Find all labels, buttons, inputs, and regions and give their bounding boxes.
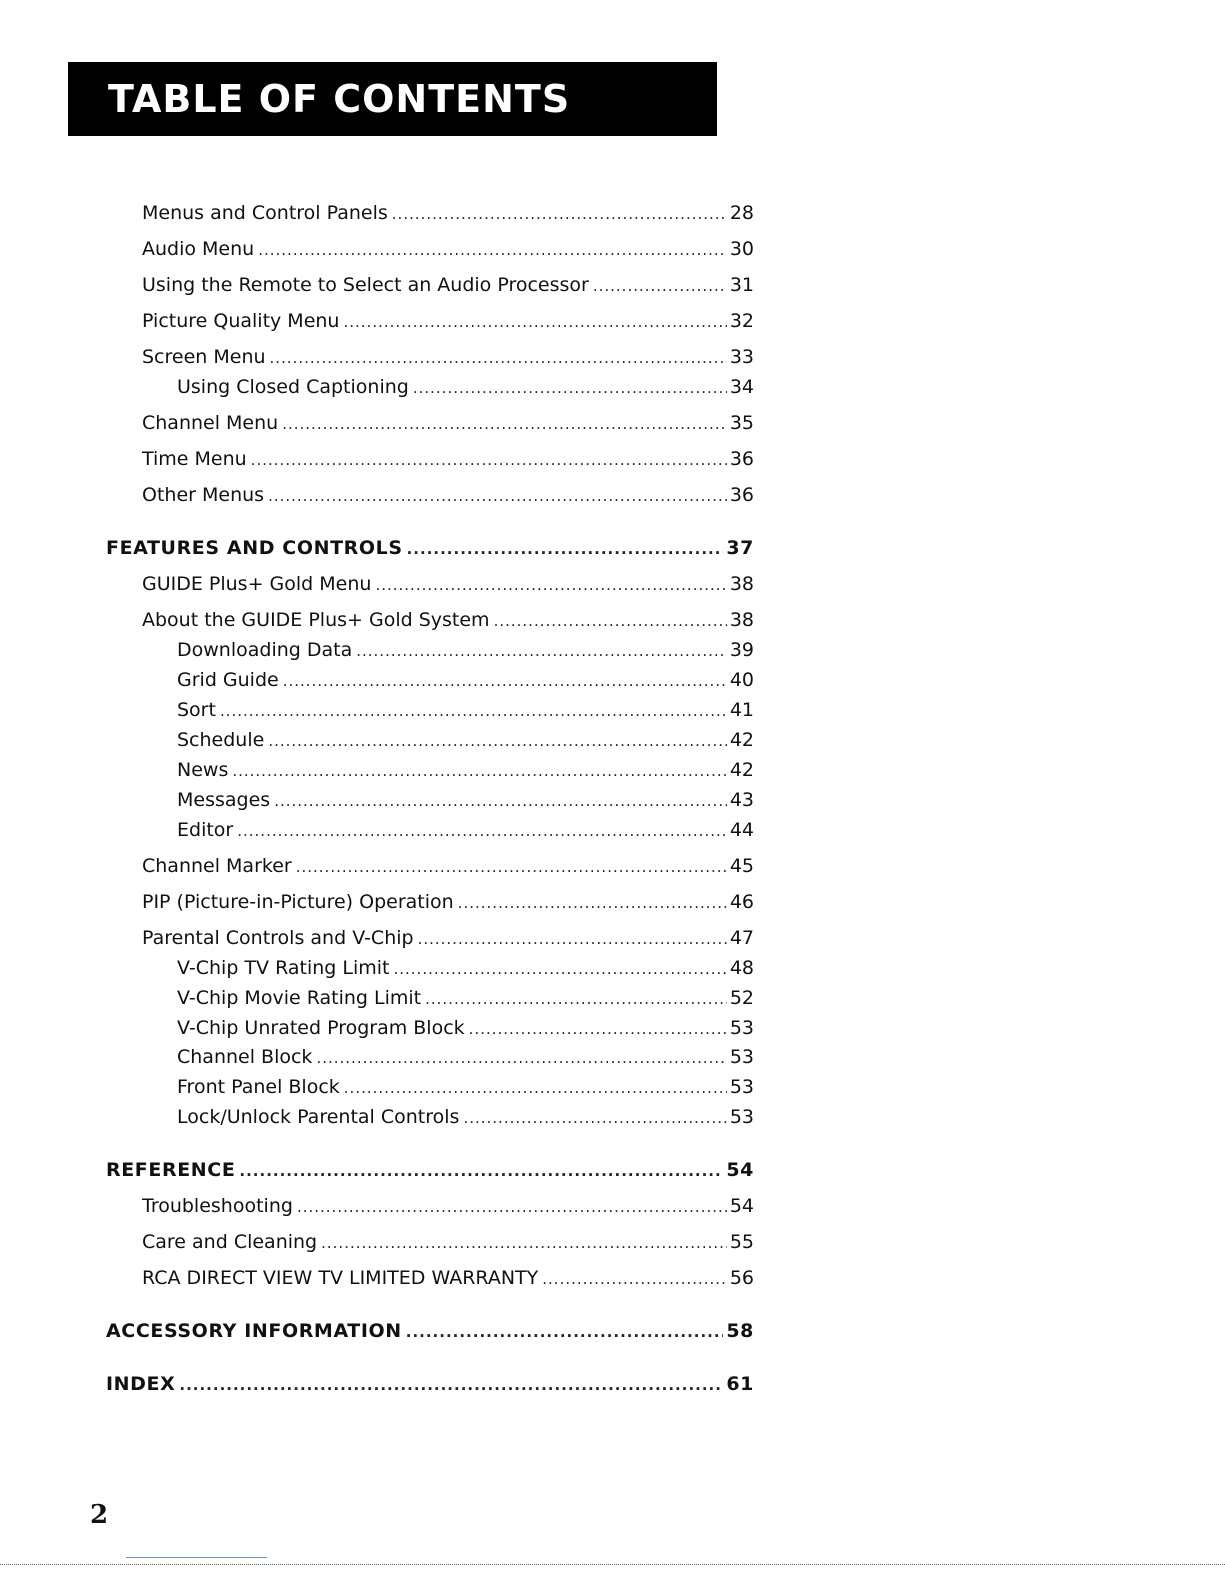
toc-entry[interactable] xyxy=(142,926,754,951)
toc-entry-label: Screen Menu xyxy=(142,346,266,368)
dot-leader xyxy=(220,699,727,723)
toc-subentry[interactable] xyxy=(177,375,754,400)
dot-leader xyxy=(237,819,727,843)
toc-entry-page: 55 xyxy=(729,1231,754,1253)
toc-entry-page: 46 xyxy=(729,891,754,913)
toc-entry-page: 47 xyxy=(729,927,754,949)
toc-entry-label: Picture Quality Menu xyxy=(142,310,340,332)
toc-subentry[interactable] xyxy=(177,986,754,1011)
toc-entry-page: 53 xyxy=(729,1046,754,1068)
toc-entry-page: 54 xyxy=(729,1195,754,1217)
toc-entry-page: 36 xyxy=(729,484,754,506)
toc-entry-page: 39 xyxy=(729,639,754,661)
toc-entry-label: Editor xyxy=(177,819,234,841)
toc-entry[interactable] xyxy=(142,854,754,879)
dot-leader xyxy=(418,927,727,951)
toc-entry-label: Channel Marker xyxy=(142,855,292,877)
toc-entry-label: Other Menus xyxy=(142,484,265,506)
toc-entry-label: Grid Guide xyxy=(177,669,279,691)
dot-leader xyxy=(179,1373,723,1397)
toc-entry-label: Messages xyxy=(177,789,271,811)
toc-entry-page: 53 xyxy=(729,1106,754,1128)
toc-subentry[interactable] xyxy=(177,818,754,843)
toc-entry-page: 38 xyxy=(729,609,754,631)
toc-entry-label: About the GUIDE Plus+ Gold System xyxy=(142,609,490,631)
toc-subentry[interactable] xyxy=(177,698,754,723)
dot-leader xyxy=(593,274,727,298)
toc-section-index[interactable] xyxy=(106,1372,754,1397)
toc-entry[interactable] xyxy=(142,1266,754,1291)
toc-section-page: 61 xyxy=(726,1373,754,1395)
dot-leader xyxy=(321,1231,727,1255)
toc-entry-page: 53 xyxy=(729,1017,754,1039)
dot-leader xyxy=(270,346,727,370)
toc-subentry[interactable] xyxy=(177,638,754,663)
toc-entry-page: 28 xyxy=(729,202,754,224)
toc-entry-page: 40 xyxy=(729,669,754,691)
dot-leader xyxy=(258,238,727,262)
dot-leader xyxy=(239,1159,723,1183)
toc-section-page: 37 xyxy=(726,537,754,559)
dot-leader xyxy=(282,412,727,436)
dot-leader xyxy=(296,855,727,879)
toc-entry-label: Using the Remote to Select an Audio Processor xyxy=(142,274,589,296)
toc-section-page: 58 xyxy=(726,1320,754,1342)
toc-subentry[interactable] xyxy=(177,1075,754,1100)
toc-subentry[interactable] xyxy=(177,1016,754,1041)
dot-leader xyxy=(232,759,726,783)
toc-entry-page: 31 xyxy=(729,274,754,296)
toc-entry-page: 38 xyxy=(729,573,754,595)
dot-leader xyxy=(344,1076,727,1100)
toc-entry[interactable] xyxy=(142,1230,754,1255)
toc-entry-page: 45 xyxy=(729,855,754,877)
toc-entry-page: 36 xyxy=(729,448,754,470)
dot-leader xyxy=(274,789,727,813)
toc-entry-label: Parental Controls and V-Chip xyxy=(142,927,414,949)
footer-dotted-rule xyxy=(0,1564,1225,1565)
dot-leader xyxy=(297,1195,727,1219)
toc-section-label: INDEX xyxy=(106,1373,176,1395)
toc-section-label: FEATURES AND CONTROLS xyxy=(106,537,403,559)
toc-entry-label: News xyxy=(177,759,229,781)
toc-entry[interactable] xyxy=(142,309,754,334)
toc-subentry[interactable] xyxy=(177,956,754,981)
toc-entry-label: Channel Block xyxy=(177,1046,313,1068)
dot-leader xyxy=(343,310,726,334)
toc-entry-page: 42 xyxy=(729,729,754,751)
toc-entry[interactable] xyxy=(142,572,754,597)
toc-subentry[interactable] xyxy=(177,1105,754,1130)
toc-entry-label: V-Chip Unrated Program Block xyxy=(177,1017,465,1039)
toc-entry-label: PIP (Picture-in-Picture) Operation xyxy=(142,891,454,913)
toc-section-accessory[interactable] xyxy=(106,1319,754,1344)
dot-leader xyxy=(316,1046,726,1070)
toc-entry-page: 33 xyxy=(729,346,754,368)
toc-entry-label: RCA DIRECT VIEW TV LIMITED WARRANTY xyxy=(142,1267,539,1289)
dot-leader xyxy=(542,1267,727,1291)
toc-entry-page: 42 xyxy=(729,759,754,781)
dot-leader xyxy=(425,987,727,1011)
dot-leader xyxy=(458,891,727,915)
toc-entry-label: V-Chip Movie Rating Limit xyxy=(177,987,422,1009)
toc-entry-label: Troubleshooting xyxy=(142,1195,293,1217)
toc-entry-label: Channel Menu xyxy=(142,412,279,434)
toc-entry-label: V-Chip TV Rating Limit xyxy=(177,957,390,979)
toc-section-features[interactable] xyxy=(106,536,754,561)
toc-entry[interactable] xyxy=(142,890,754,915)
toc-entry[interactable] xyxy=(142,273,754,298)
toc-entry[interactable] xyxy=(142,608,754,633)
dot-leader xyxy=(268,729,727,753)
dot-leader xyxy=(251,448,727,472)
toc-entry-page: 44 xyxy=(729,819,754,841)
toc-section-reference[interactable] xyxy=(106,1158,754,1183)
toc-entry-label: Schedule xyxy=(177,729,265,751)
toc-subentry[interactable] xyxy=(177,728,754,753)
footer-link-underline xyxy=(126,1557,267,1558)
page-title: TABLE OF CONTENTS xyxy=(108,77,571,121)
toc-entry-page: 32 xyxy=(729,310,754,332)
toc-entry-page: 35 xyxy=(729,412,754,434)
dot-leader xyxy=(469,1017,727,1041)
toc-entry[interactable] xyxy=(142,237,754,262)
dot-leader xyxy=(413,376,727,400)
toc-entry[interactable] xyxy=(142,483,754,508)
toc-entry-label: GUIDE Plus+ Gold Menu xyxy=(142,573,372,595)
toc-entry[interactable] xyxy=(142,1194,754,1219)
dot-leader xyxy=(463,1106,726,1130)
dot-leader xyxy=(268,484,727,508)
toc-entry-page: 34 xyxy=(729,376,754,398)
toc-subentry[interactable] xyxy=(177,668,754,693)
dot-leader xyxy=(393,957,726,981)
toc-subentry[interactable] xyxy=(177,788,754,813)
toc-entry-label: Time Menu xyxy=(142,448,247,470)
toc-entry-label: Using Closed Captioning xyxy=(177,376,409,398)
toc-entry[interactable] xyxy=(142,345,754,370)
toc-entry-page: 56 xyxy=(729,1267,754,1289)
dot-leader xyxy=(406,1320,724,1344)
toc-entry[interactable] xyxy=(142,201,754,226)
toc-subentry[interactable] xyxy=(177,758,754,783)
toc-section-label: REFERENCE xyxy=(106,1159,236,1181)
dot-leader xyxy=(407,537,724,561)
toc-entry-label: Lock/Unlock Parental Controls xyxy=(177,1106,460,1128)
toc-subentry[interactable] xyxy=(177,1045,754,1070)
toc-entry-page: 48 xyxy=(729,957,754,979)
toc-entry-label: Sort xyxy=(177,699,216,721)
toc-entry-label: Audio Menu xyxy=(142,238,255,260)
toc-entry-label: Menus and Control Panels xyxy=(142,202,388,224)
toc-entry-page: 52 xyxy=(729,987,754,1009)
dot-leader xyxy=(392,202,727,226)
title-banner xyxy=(68,62,717,136)
toc-entry-page: 41 xyxy=(729,699,754,721)
dot-leader xyxy=(356,639,727,663)
toc-entry[interactable] xyxy=(142,447,754,472)
toc-entry-page: 53 xyxy=(729,1076,754,1098)
toc-entry-page: 30 xyxy=(729,238,754,260)
dot-leader xyxy=(283,669,727,693)
toc-entry-label: Front Panel Block xyxy=(177,1076,340,1098)
page-number: 2 xyxy=(90,1500,109,1530)
toc-entry-page: 43 xyxy=(729,789,754,811)
dot-leader xyxy=(494,609,727,633)
toc-section-label: ACCESSORY INFORMATION xyxy=(106,1320,402,1342)
toc-entry[interactable] xyxy=(142,411,754,436)
toc-entry-label: Downloading Data xyxy=(177,639,353,661)
toc-entry-label: Care and Cleaning xyxy=(142,1231,318,1253)
dot-leader xyxy=(375,573,726,597)
toc-section-page: 54 xyxy=(726,1159,754,1181)
